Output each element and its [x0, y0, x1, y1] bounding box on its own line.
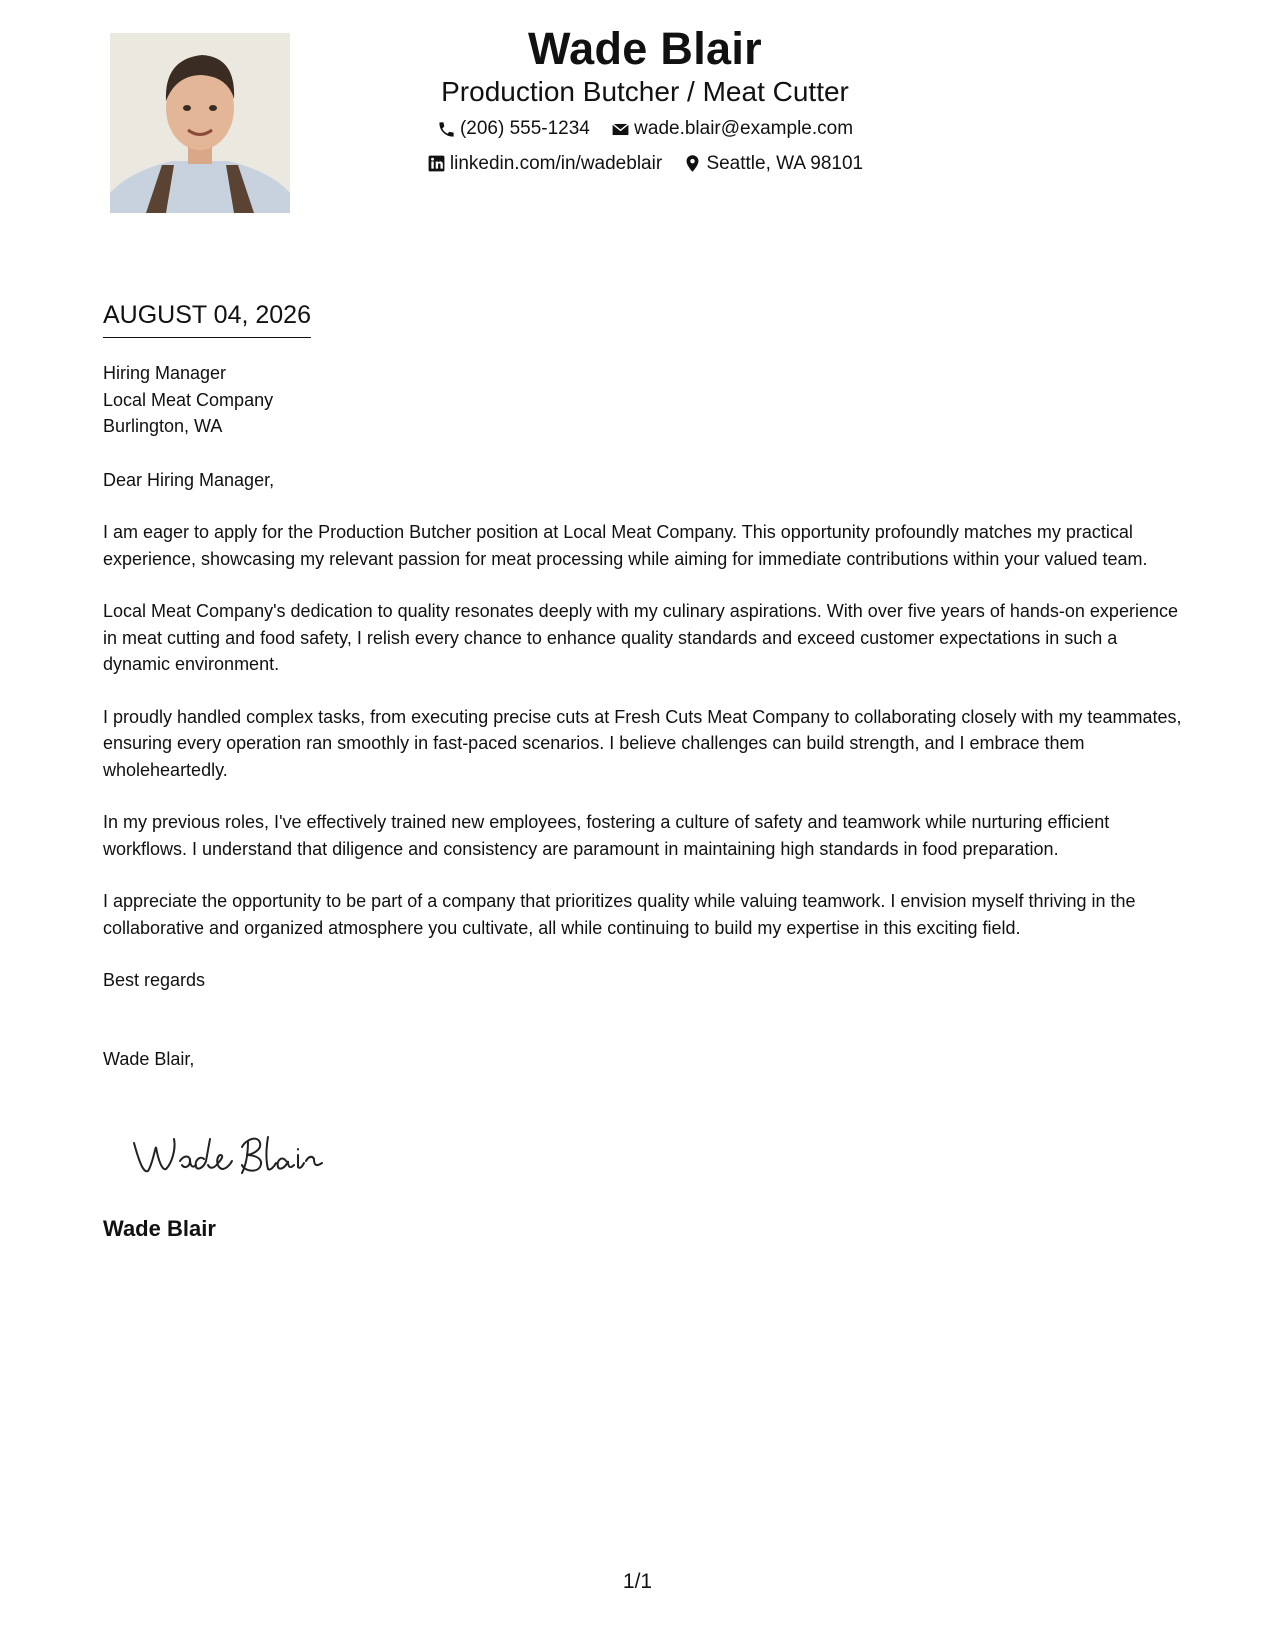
recipient-name: Hiring Manager [103, 363, 227, 383]
linkedin-icon [427, 154, 446, 173]
closing: Best regards [103, 970, 206, 990]
map-pin-icon [683, 154, 702, 173]
contact-row-1 [320, 114, 970, 149]
handwritten-signature [130, 1125, 340, 1185]
paragraph: In my previous roles, I've effectively trained new employees, fostering a culture of safety and teamwork while nurturing efficient workflows. I understand that diligence and consistency are paramount in maintaining high standards in food preparation. [103, 812, 1110, 859]
profile-photo-illustration [110, 33, 290, 213]
paragraph: I am eager to apply for the Production Butcher position at Local Meat Company. This opportunity profoundly matches my practical experience, showcasing my relevant passion for meat processing while aiming for immediate contributions within your valued team. [103, 522, 1148, 569]
recipient-block [103, 360, 1183, 440]
location-text: Seattle, WA 98101 [706, 152, 864, 174]
signer-name: Wade Blair [103, 1216, 216, 1241]
linkedin-url: linkedin.com/in/wadeblair [449, 152, 663, 174]
applicant-name: Wade Blair [528, 23, 762, 74]
recipient-location: Burlington, WA [103, 416, 223, 436]
resume-header [320, 22, 970, 183]
envelope-icon [611, 120, 630, 139]
phone-icon [437, 120, 456, 139]
linkedin-contact[interactable] [427, 149, 662, 179]
salutation: Dear Hiring Manager, [103, 469, 275, 490]
email-contact[interactable] [611, 114, 853, 144]
paragraph: I appreciate the opportunity to be part of a company that prioritizes quality while valuing teamwork. I envision myself thriving in the collaborative and organized atmosphere you cultivate, all while continuing to build my expertise in this exciting field. [103, 891, 1136, 938]
letter-body [103, 360, 1183, 1098]
contact-row-2 [320, 149, 970, 184]
sign-off-name: Wade Blair, [103, 1048, 195, 1069]
location-contact [683, 149, 863, 179]
page-number: 1/1 [622, 1570, 653, 1593]
paragraph: Local Meat Company's dedication to quality resonates deeply with my culinary aspirations. With over five years of hands-on experience in meat cutting and food safety, I relish every chance to enhance quality standards and exceed customer expectations in such a dynamic environment. [103, 601, 1178, 674]
recipient-company: Local Meat Company [103, 389, 274, 410]
profile-photo [110, 33, 290, 213]
email-address: wade.blair@example.com [634, 118, 854, 139]
phone-number: (206) 555-1234 [459, 118, 590, 139]
job-title: Production Butcher / Meat Cutter [441, 76, 849, 107]
paragraph: I proudly handled complex tasks, from executing precise cuts at Fresh Cuts Meat Company to collaborating closely with my teammates, ensuring every operation ran smoothly in fast-paced scenarios. I believe challenges can build strength, and I embrace them wholeheartedly. [103, 706, 1182, 780]
phone-contact[interactable] [437, 114, 590, 144]
letter-date: AUGUST 04, 2026 [103, 299, 311, 338]
